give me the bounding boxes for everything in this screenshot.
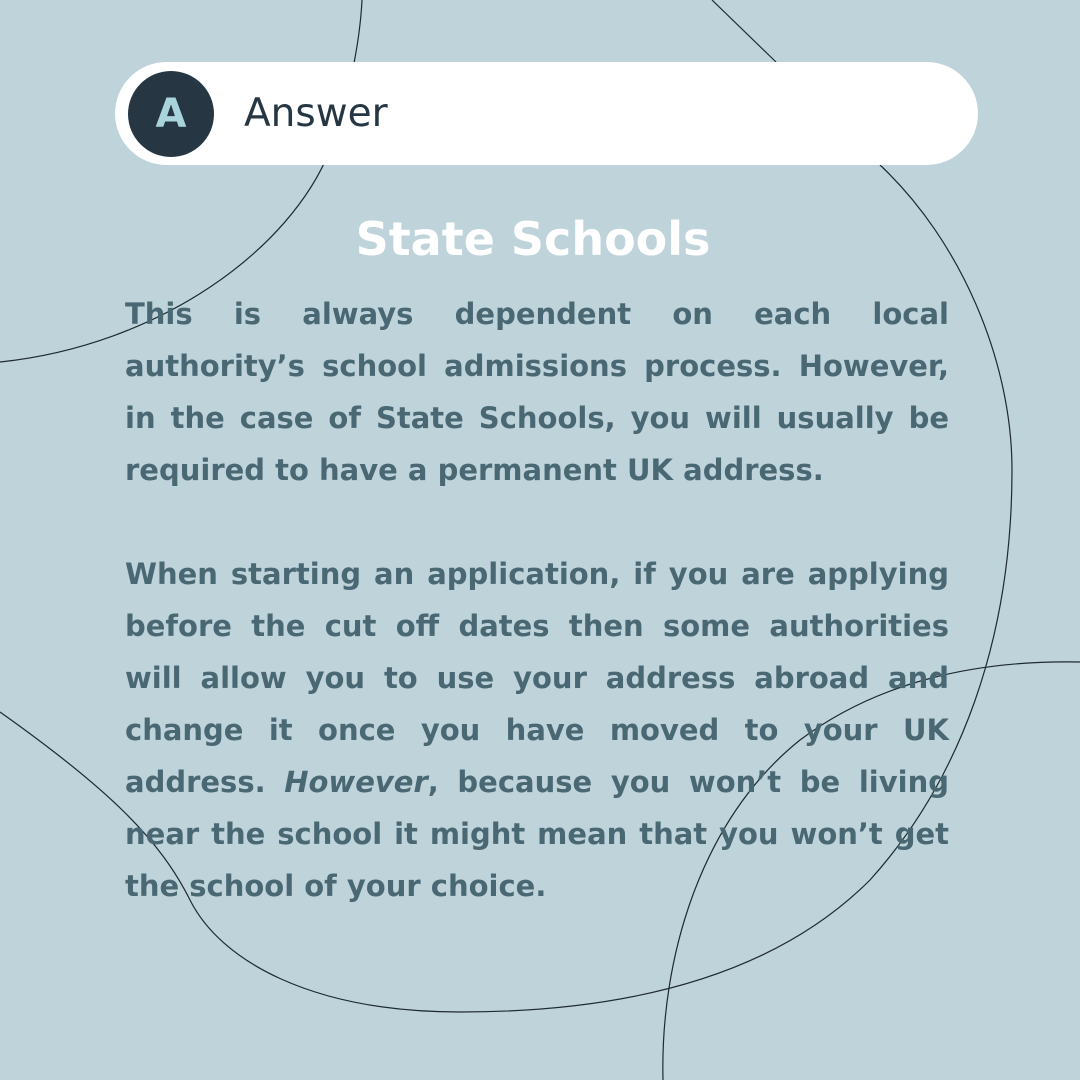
diagonal-top: [712, 0, 776, 62]
paragraph-2-emphasis: However: [284, 765, 428, 799]
answer-body: [125, 288, 949, 912]
page-title: State Schools: [355, 212, 711, 266]
badge-letter: A: [155, 91, 187, 137]
answer-badge: [128, 71, 214, 157]
paragraph-2-end: , because you won’t be living near the school it might mean that you won’t get the school of your choice.: [125, 765, 949, 903]
paragraph-2-start: When starting an application, if you are applying before the cut off dates then some authorities will allow you to use your address abroad and change it once you have moved to your UK address.: [125, 557, 949, 799]
answer-header-pill: [115, 62, 978, 165]
paragraph-spacer: [125, 496, 949, 548]
paragraph-2: [125, 548, 949, 912]
paragraph-1: This is always dependent on each local authority’s school admissions process. However, in the case of State Schools, you will usually be required to have a permanent UK address.: [125, 297, 949, 487]
answer-label: Answer: [244, 91, 388, 136]
